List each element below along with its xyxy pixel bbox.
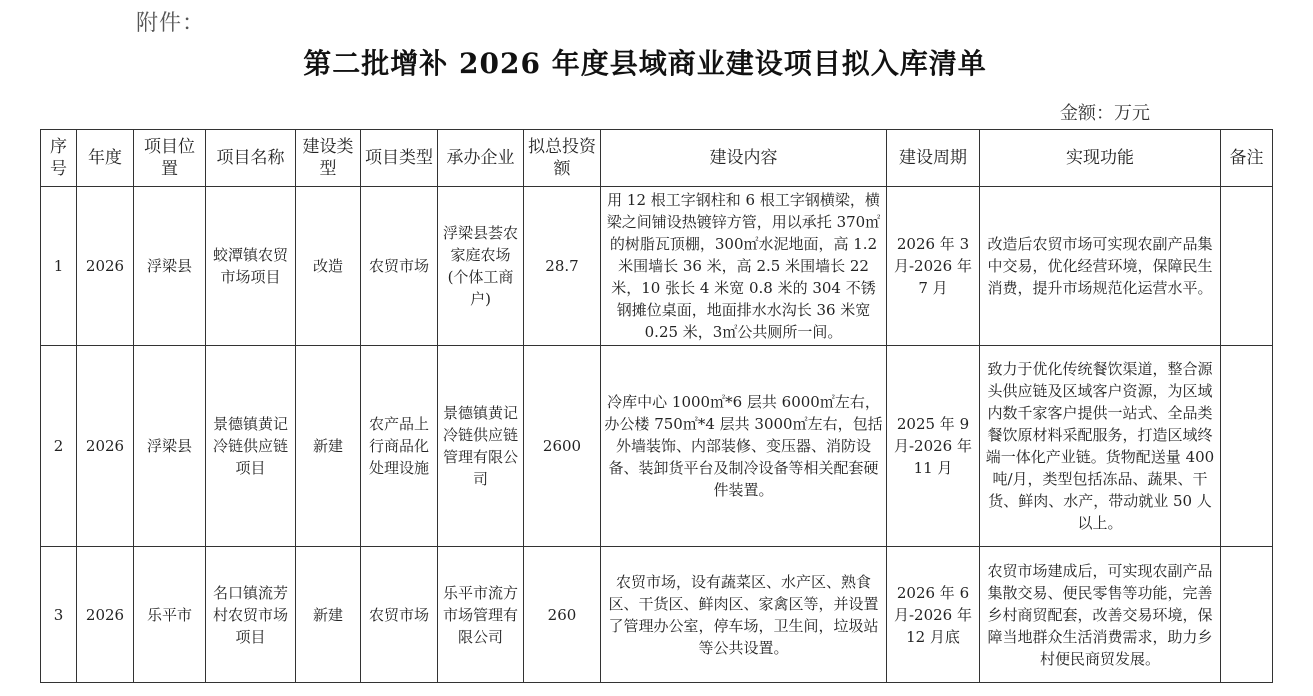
cell-project-type: 农贸市场 xyxy=(361,547,438,683)
cell-investment: 28.7 xyxy=(524,187,601,346)
document-title: 第二批增补 2026 年度县域商业建设项目拟入库清单 xyxy=(303,47,987,80)
cell-name: 名口镇流芳村农贸市场项目 xyxy=(206,547,296,683)
header-build-type: 建设类型 xyxy=(296,130,361,187)
cell-function: 农贸市场建成后，可实现农副产品集散交易、便民零售等功能，完善乡村商贸配套，改善交易环境，保障当地群众生活消费需求，助力乡村便民商贸发展。 xyxy=(980,547,1221,683)
cell-period: 2026 年 6 月-2026 年 12 月底 xyxy=(887,547,980,683)
cell-location: 乐平市 xyxy=(134,547,206,683)
header-period: 建设周期 xyxy=(887,130,980,187)
amount-unit: 金额：万元 xyxy=(1060,103,1150,124)
header-project-type: 项目类型 xyxy=(361,130,438,187)
cell-remark xyxy=(1221,346,1273,547)
cell-location: 浮梁县 xyxy=(134,187,206,346)
table-row xyxy=(41,187,1273,346)
header-name: 项目名称 xyxy=(206,130,296,187)
cell-content: 冷库中心 1000㎡*6 层共 6000㎡左右，办公楼 750㎡*4 层共 3000㎡左右，包括外墙装饰、内部装修、变压器、消防设备、装卸货平台及制冷设备等相关配套硬件装置。 xyxy=(601,346,887,547)
cell-project-type: 农产品上行商品化处理设施 xyxy=(361,346,438,547)
cell-year: 2026 xyxy=(77,346,134,547)
header-year: 年度 xyxy=(77,130,134,187)
cell-period: 2025 年 9 月-2026 年 11 月 xyxy=(887,346,980,547)
cell-investment: 2600 xyxy=(524,346,601,547)
cell-investment: 260 xyxy=(524,547,601,683)
cell-company: 浮梁县荟农家庭农场(个体工商户) xyxy=(438,187,524,346)
cell-build-type: 新建 xyxy=(296,547,361,683)
project-list-table xyxy=(40,129,1273,683)
cell-build-type: 改造 xyxy=(296,187,361,346)
table-header-row xyxy=(41,130,1273,187)
cell-seq: 2 xyxy=(41,346,77,547)
header-remark: 备注 xyxy=(1221,130,1273,187)
cell-seq: 1 xyxy=(41,187,77,346)
table-row xyxy=(41,346,1273,547)
cell-remark xyxy=(1221,187,1273,346)
cell-name: 蛟潭镇农贸市场项目 xyxy=(206,187,296,346)
header-seq: 序号 xyxy=(41,130,77,187)
cell-function: 改造后农贸市场可实现农副产品集中交易，优化经营环境，保障民生消费，提升市场规范化运营水平。 xyxy=(980,187,1221,346)
attachment-label: 附件： xyxy=(136,11,206,36)
cell-build-type: 新建 xyxy=(296,346,361,547)
header-company: 承办企业 xyxy=(438,130,524,187)
cell-seq: 3 xyxy=(41,547,77,683)
cell-year: 2026 xyxy=(77,547,134,683)
header-content: 建设内容 xyxy=(601,130,887,187)
cell-year: 2026 xyxy=(77,187,134,346)
cell-company: 景德镇黄记冷链供应链管理有限公司 xyxy=(438,346,524,547)
cell-remark xyxy=(1221,547,1273,683)
cell-period: 2026 年 3 月-2026 年 7 月 xyxy=(887,187,980,346)
header-investment: 拟总投资额 xyxy=(524,130,601,187)
cell-company: 乐平市流方市场管理有限公司 xyxy=(438,547,524,683)
cell-location: 浮梁县 xyxy=(134,346,206,547)
header-function: 实现功能 xyxy=(980,130,1221,187)
cell-content: 农贸市场，设有蔬菜区、水产区、熟食区、干货区、鲜肉区、家禽区等，并设置了管理办公室，停车场，卫生间，垃圾站等公共设置。 xyxy=(601,547,887,683)
table-row xyxy=(41,547,1273,683)
cell-function: 致力于优化传统餐饮渠道，整合源头供应链及区域客户资源，为区域内数千家客户提供一站式、全品类餐饮原材料采配服务，打造区域终端一体化产业链。货物配送量 400 吨/月，类型包括冻品、蔬果、干货、鲜肉、水产，带动就业 50 人以上。 xyxy=(980,346,1221,547)
header-location: 项目位置 xyxy=(134,130,206,187)
cell-project-type: 农贸市场 xyxy=(361,187,438,346)
cell-content: 用 12 根工字钢柱和 6 根工字钢横梁，横梁之间铺设热镀锌方管，用以承托 370㎡的树脂瓦顶棚，300㎡水泥地面，高 1.2 米围墙长 36 米，高 2.5 米围墙长 22 米，10 张长 4 米宽 0.8 米的 304 不锈钢摊位桌面，地面排水水沟长 36 米宽 0.25 米，3㎡公共厕所一间。 xyxy=(601,187,887,346)
cell-name: 景德镇黄记冷链供应链项目 xyxy=(206,346,296,547)
